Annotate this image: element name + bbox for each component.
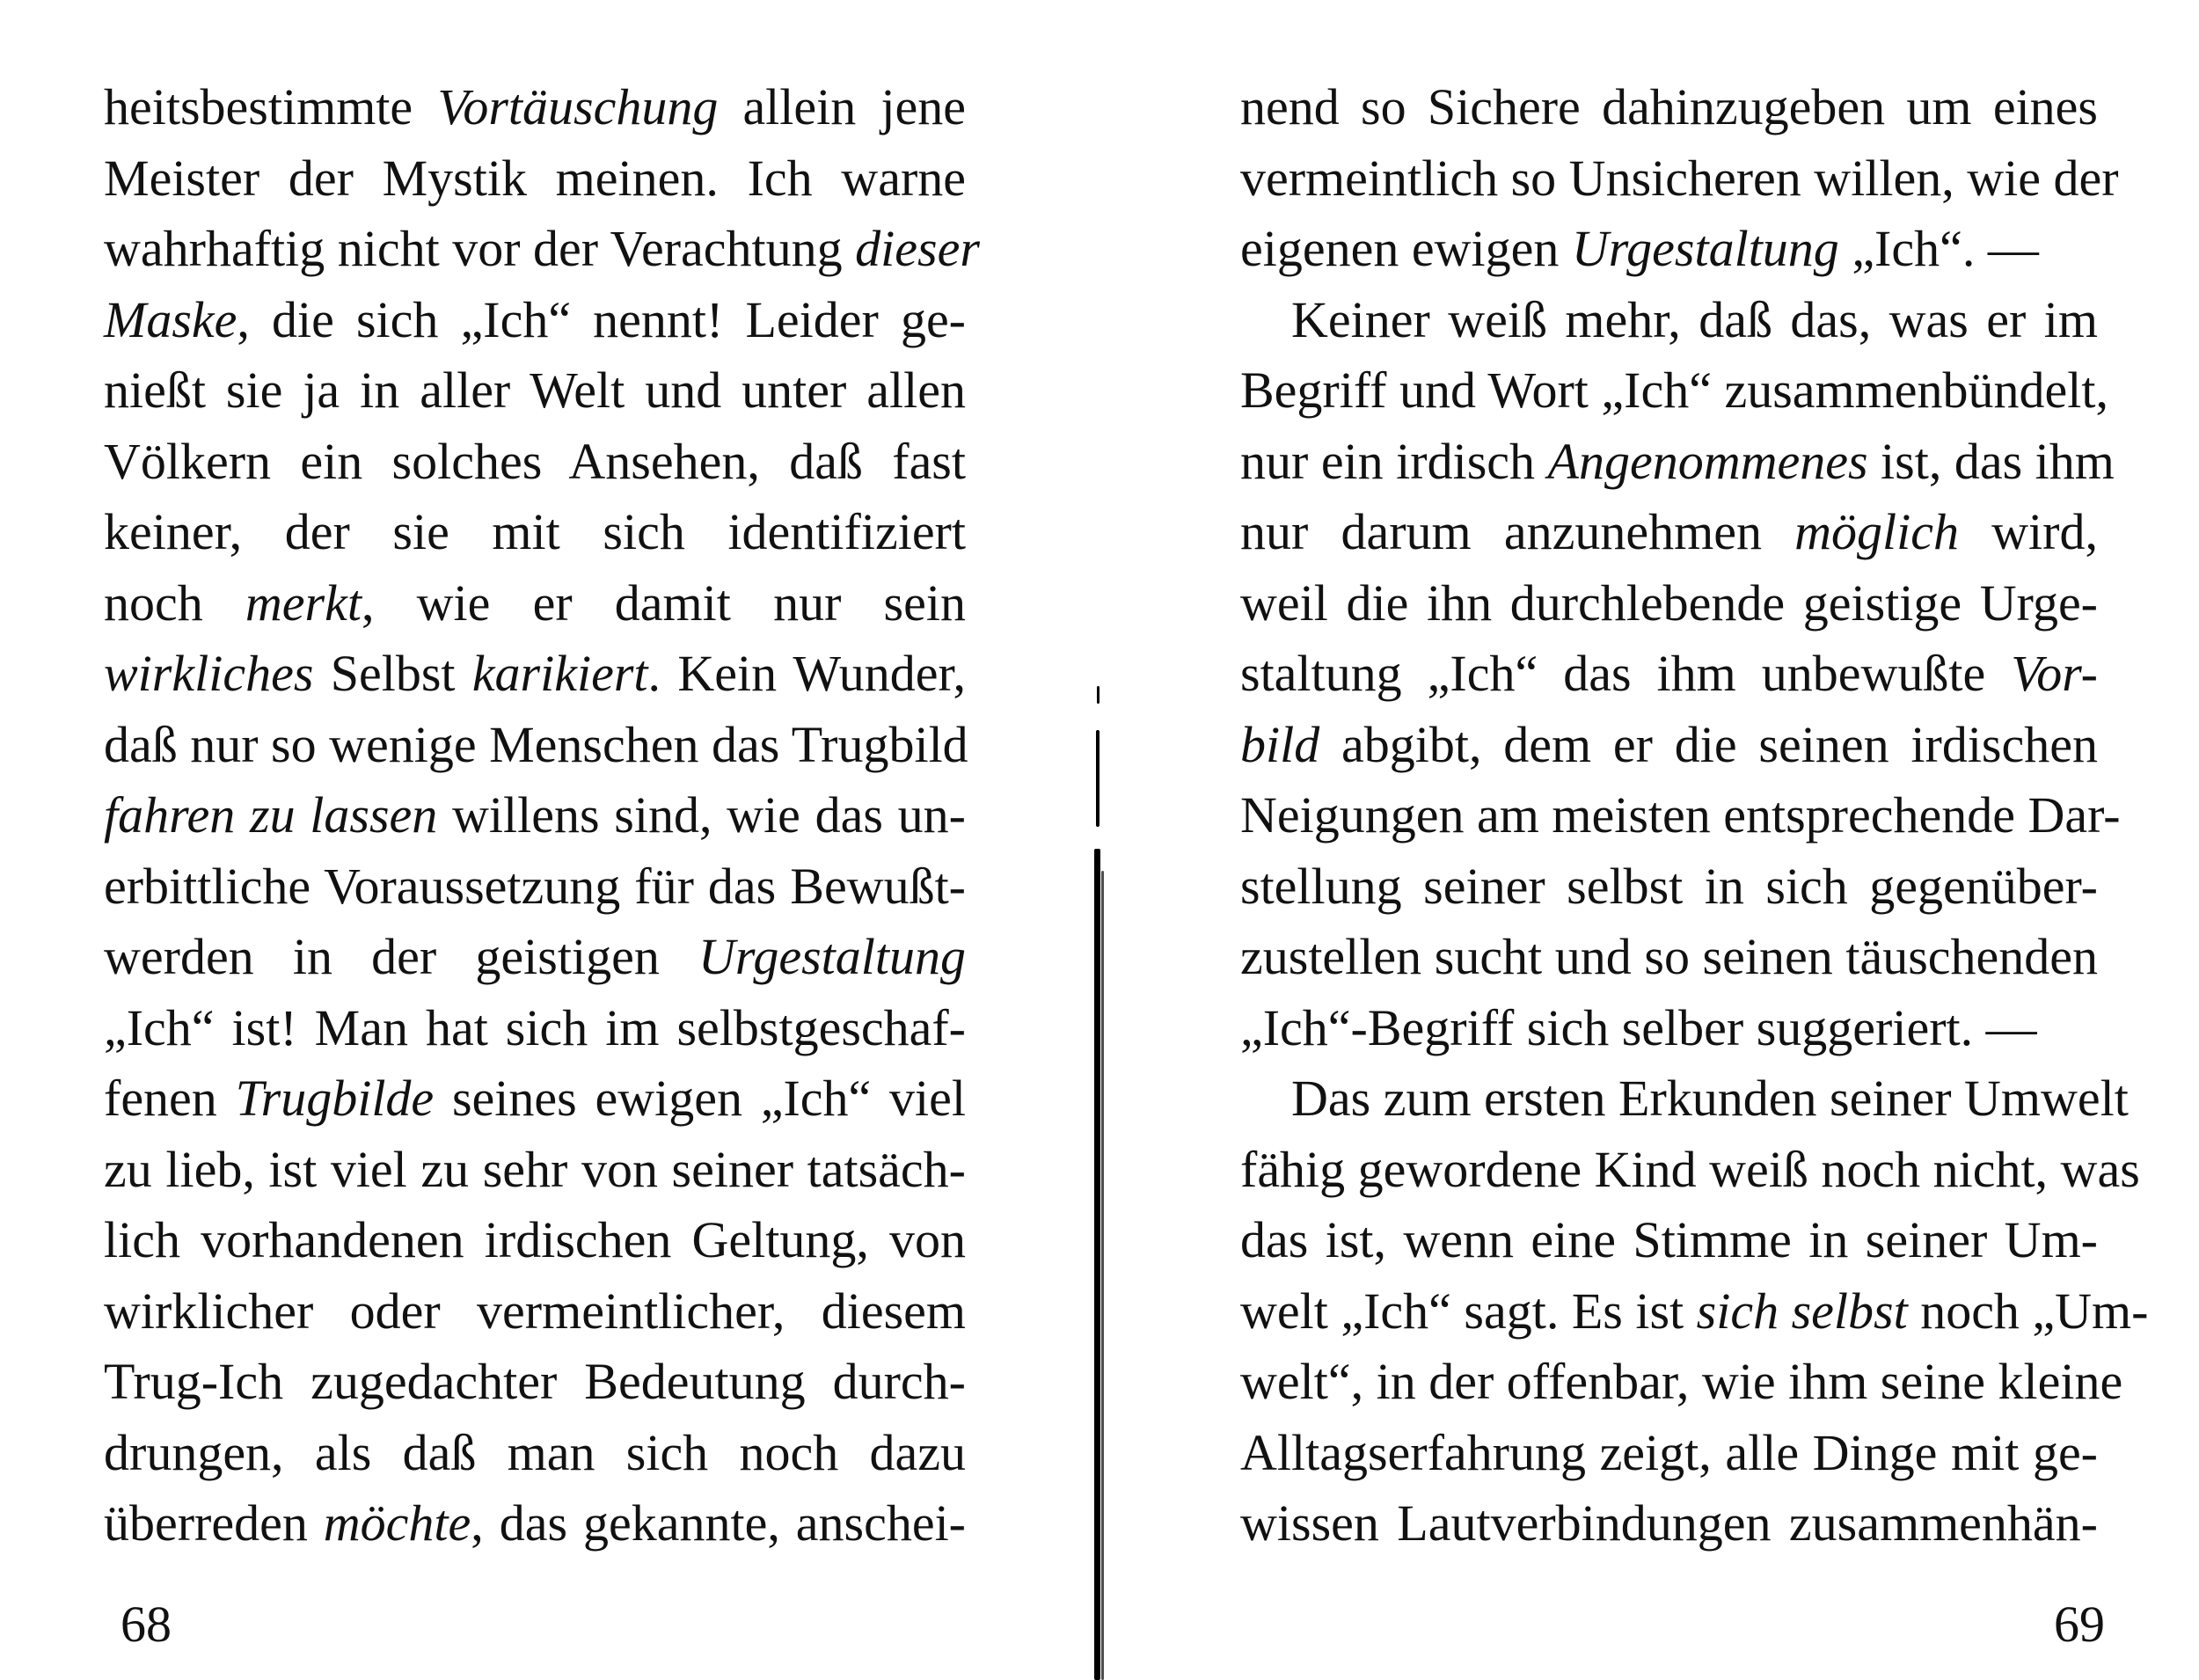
text-line — [104, 1135, 966, 1206]
text-line — [1240, 1418, 2098, 1489]
text-span: noch „Um- — [1907, 1282, 2149, 1340]
text-span: drungen, als daß man sich noch dazu — [104, 1423, 966, 1481]
text-line — [1240, 1205, 2098, 1276]
italic-text-span: Vor- — [2011, 645, 2098, 702]
text-line — [104, 497, 966, 568]
page-number-right: 69 — [2054, 1596, 2105, 1653]
text-line — [104, 72, 966, 143]
text-span: das ist, wenn eine Stimme in seiner Um- — [1240, 1211, 2098, 1268]
text-line — [1240, 72, 2098, 143]
text-line — [1240, 639, 2098, 710]
text-span: „Ich“ ist! Man hat sich im selbstgeschaf- — [104, 998, 966, 1056]
text-line — [104, 143, 966, 215]
text-line — [104, 1205, 966, 1276]
text-line — [1240, 1135, 2140, 1206]
text-span: nur ein irdisch — [1240, 432, 1548, 490]
text-span: nur darum anzunehmen — [1240, 503, 1795, 560]
text-span: stellung seiner selbst in sich gegenüber- — [1240, 857, 2098, 915]
text-line — [1240, 780, 2121, 851]
text-span: , wie er damit nur sein — [361, 573, 966, 632]
text-span: eigenen ewigen — [1240, 220, 1572, 277]
text-line — [104, 780, 966, 851]
italic-text-span: bild — [1240, 715, 1320, 773]
text-span: heitsbestimmte — [104, 78, 438, 135]
text-line — [1240, 922, 2098, 993]
text-line — [1240, 710, 2098, 781]
text-line — [1240, 568, 2098, 639]
text-span: Begriff und Wort „Ich“ zusammenbündelt, — [1240, 362, 2108, 419]
text-span: , das gekannte, anschei- — [471, 1494, 966, 1552]
text-span: Trug-Ich zugedachter Bedeutung durch- — [104, 1353, 966, 1410]
text-span: vermeintlich so Unsicheren willen, wie der — [1240, 149, 2119, 207]
text-span: Neigungen am meisten entsprechende Dar- — [1240, 786, 2121, 844]
text-span: allein jene — [718, 78, 967, 135]
text-span: „Ich“. — — [1838, 220, 2039, 277]
text-span: Selbst — [313, 645, 472, 702]
text-span: fenen — [104, 1070, 236, 1127]
text-span: zu lieb, ist viel zu sehr von seiner tatsäch- — [104, 1140, 966, 1198]
text-line — [104, 568, 966, 639]
text-line — [104, 851, 966, 923]
text-line — [104, 285, 966, 356]
text-span: überreden — [104, 1494, 324, 1552]
text-span: keiner, der sie mit sich identifiziert — [104, 503, 966, 560]
text-span: noch — [104, 573, 245, 632]
text-line — [104, 1488, 966, 1559]
gutter-shadow-mark — [1096, 730, 1100, 827]
italic-text-span: sich selbst — [1696, 1282, 1908, 1340]
text-span: , die sich „Ich“ nennt! Leider ge- — [237, 290, 966, 348]
text-line — [1240, 355, 2108, 427]
italic-text-span: Trugbilde — [235, 1070, 435, 1127]
text-span: welt „Ich“ sagt. Es ist — [1240, 1282, 1697, 1340]
italic-text-span: Angenommenes — [1547, 432, 1868, 490]
text-span: Das zum ersten Erkunden seiner Umwelt — [1291, 1070, 2129, 1127]
text-span: abgibt, dem er die seinen irdischen — [1319, 715, 2098, 773]
text-span: werden in der geistigen — [104, 928, 699, 985]
text-line — [104, 1347, 966, 1418]
text-line — [1240, 851, 2098, 923]
text-span: „Ich“-Begriff sich selber suggeriert. — — [1240, 998, 2037, 1056]
text-line — [104, 639, 966, 710]
text-line — [1240, 497, 2098, 568]
italic-text-span: dieser — [855, 220, 980, 277]
text-line — [1240, 427, 2115, 498]
text-line — [1240, 214, 2098, 285]
text-line — [1240, 143, 2119, 215]
text-span: welt“, in der offenbar, wie ihm seine kleine — [1240, 1353, 2123, 1410]
text-span: weil die ihn durchlebende geistige Urge- — [1240, 573, 2098, 632]
italic-text-span: fahren zu lassen — [104, 786, 438, 844]
text-span: Völkern ein solches Ansehen, daß fast — [104, 432, 966, 490]
text-line — [104, 1276, 966, 1348]
text-line — [1240, 1488, 2098, 1559]
gutter-shadow-mark — [1094, 849, 1100, 1680]
italic-text-span: Urgestaltung — [698, 928, 966, 985]
text-span: wirklicher oder vermeintlicher, diesem — [104, 1282, 966, 1340]
right-page — [1108, 0, 2199, 1680]
italic-text-span: wirkliches — [104, 645, 314, 702]
text-line — [104, 710, 966, 781]
text-line — [104, 993, 966, 1064]
text-line — [1240, 993, 2098, 1064]
italic-text-span: merkt — [245, 573, 362, 632]
text-span: nend so Sichere dahinzugeben um eines — [1240, 78, 2098, 135]
text-span: erbittliche Voraussetzung für das Bewußt- — [104, 857, 966, 915]
text-span: zustellen sucht und so seinen täuschenden — [1240, 928, 2098, 985]
text-line — [1240, 1063, 2129, 1135]
left-page-text — [104, 72, 980, 1559]
text-span: . Kein Wunder, — [647, 645, 966, 702]
italic-text-span: Vortäuschung — [437, 78, 719, 135]
text-line — [104, 1418, 966, 1489]
text-line — [1240, 1347, 2123, 1418]
gutter-shadow-mark — [1097, 686, 1100, 704]
text-line — [1240, 1276, 2149, 1348]
text-span: nießt sie ja in aller Welt und unter allen — [104, 362, 966, 419]
italic-text-span: karikiert — [471, 645, 648, 702]
italic-text-span: möglich — [1794, 503, 1959, 560]
text-span: Keiner weiß mehr, daß das, was er im — [1291, 290, 2098, 348]
text-span: staltung „Ich“ das ihm unbewußte — [1240, 645, 2012, 702]
page-number-left: 68 — [121, 1596, 172, 1653]
text-line — [1240, 285, 2098, 356]
text-span: lich vorhandenen irdischen Geltung, von — [104, 1211, 966, 1268]
text-span: Meister der Mystik meinen. Ich warne — [104, 149, 966, 207]
text-line — [104, 427, 966, 498]
text-line — [104, 355, 966, 427]
text-line — [104, 214, 980, 285]
italic-text-span: Maske — [104, 290, 237, 348]
gutter-shadow-mark — [1101, 871, 1104, 1680]
text-span: Alltagserfahrung zeigt, alle Dinge mit ge- — [1240, 1423, 2098, 1481]
text-span: wissen Lautverbindungen zusammenhän- — [1240, 1494, 2098, 1552]
text-span: willens sind, wie das un- — [437, 786, 966, 844]
text-line — [104, 922, 966, 993]
text-span: wird, — [1958, 503, 2098, 560]
italic-text-span: Urgestaltung — [1571, 220, 1839, 277]
text-span: daß nur so wenige Menschen das Trugbild — [104, 715, 968, 773]
text-line — [104, 1063, 966, 1135]
text-span: seines ewigen „Ich“ viel — [434, 1070, 966, 1127]
text-span: wahrhaftig nicht vor der Verachtung — [104, 220, 856, 277]
right-page-text — [1240, 72, 2149, 1559]
text-span: ist, das ihm — [1867, 432, 2115, 490]
left-page — [0, 0, 1091, 1680]
italic-text-span: möchte — [323, 1494, 471, 1552]
text-span: fähig gewordene Kind weiß noch nicht, was — [1240, 1140, 2140, 1198]
